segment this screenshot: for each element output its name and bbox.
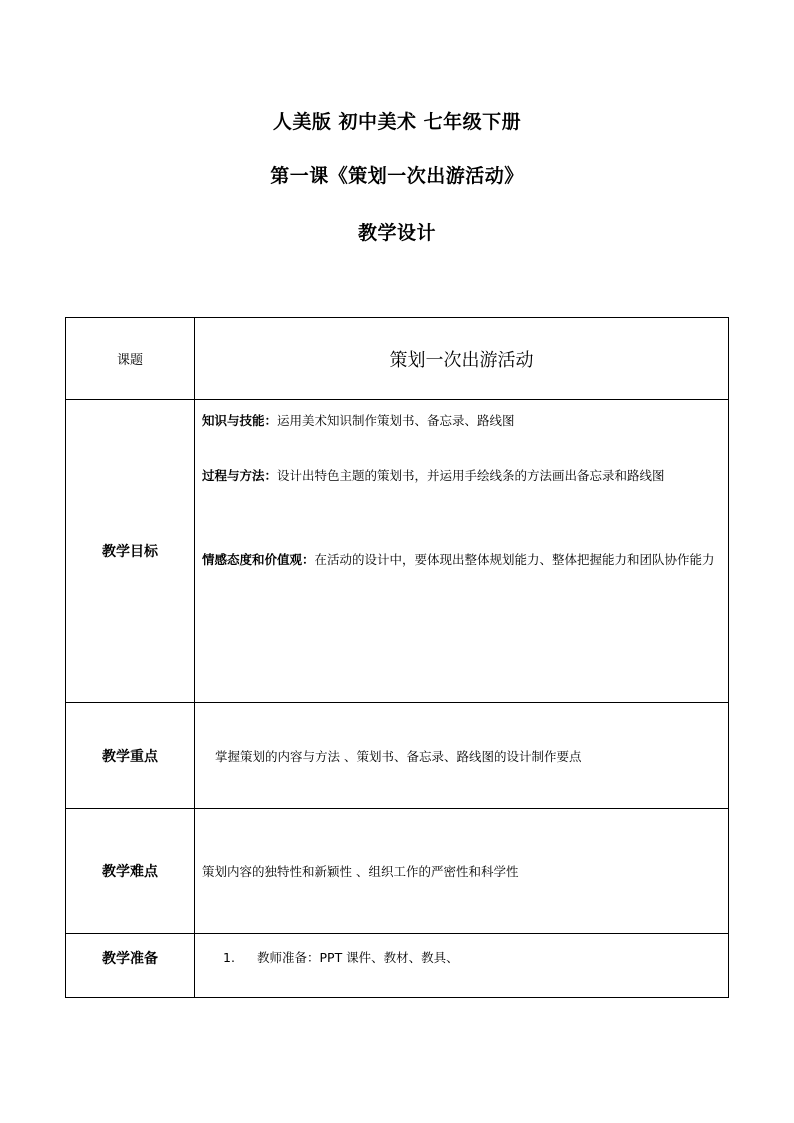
row-topic [66, 318, 729, 400]
row-objectives [66, 400, 729, 703]
lesson-plan-table [65, 317, 729, 998]
row-key-points [66, 703, 729, 809]
doc-title-line-1: 人美版 初中美术 七年级下册 [272, 111, 522, 133]
row-preparation [66, 934, 729, 998]
objective-process-term: 过程与方法： [202, 468, 278, 483]
objective-attitude-term: 情感态度和价值观： [202, 552, 315, 567]
topic-value: 策划一次出游活动 [195, 318, 729, 400]
preparation-cell [195, 934, 729, 998]
objective-knowledge-text: 运用美术知识制作策划书、备忘录、路线图 [277, 413, 515, 428]
objective-process [202, 465, 722, 487]
objectives-cell [195, 400, 729, 703]
objective-process-text: 设计出特色主题的策划书，并运用手绘线条的方法画出备忘录和路线图 [277, 468, 665, 483]
objective-knowledge [202, 410, 722, 432]
row-difficulties [66, 809, 729, 934]
difficulties-label: 教学难点 [66, 809, 195, 934]
objective-attitude-text: 在活动的设计中，要体现出整体规划能力、整体把握能力和团队协作能力 [314, 552, 715, 567]
objective-knowledge-term: 知识与技能： [202, 413, 278, 428]
doc-title-line-3: 教学设计 [357, 222, 436, 244]
objectives-label: 教学目标 [66, 400, 195, 703]
preparation-label: 教学准备 [66, 934, 195, 998]
preparation-text: 教师准备：PPT 课件、教材、教具、 [257, 950, 459, 965]
key-points-label: 教学重点 [66, 703, 195, 809]
preparation-number: 1. [223, 950, 235, 965]
topic-label: 课题 [66, 318, 195, 400]
key-points-text: 掌握策划的内容与方法 、策划书、备忘录、路线图的设计制作要点 [195, 703, 729, 809]
doc-title-line-2: 第一课《策划一次出游活动》 [270, 165, 524, 187]
difficulties-text: 策划内容的独特性和新颖性 、组织工作的严密性和科学性 [195, 809, 729, 934]
objective-attitude [202, 549, 722, 571]
